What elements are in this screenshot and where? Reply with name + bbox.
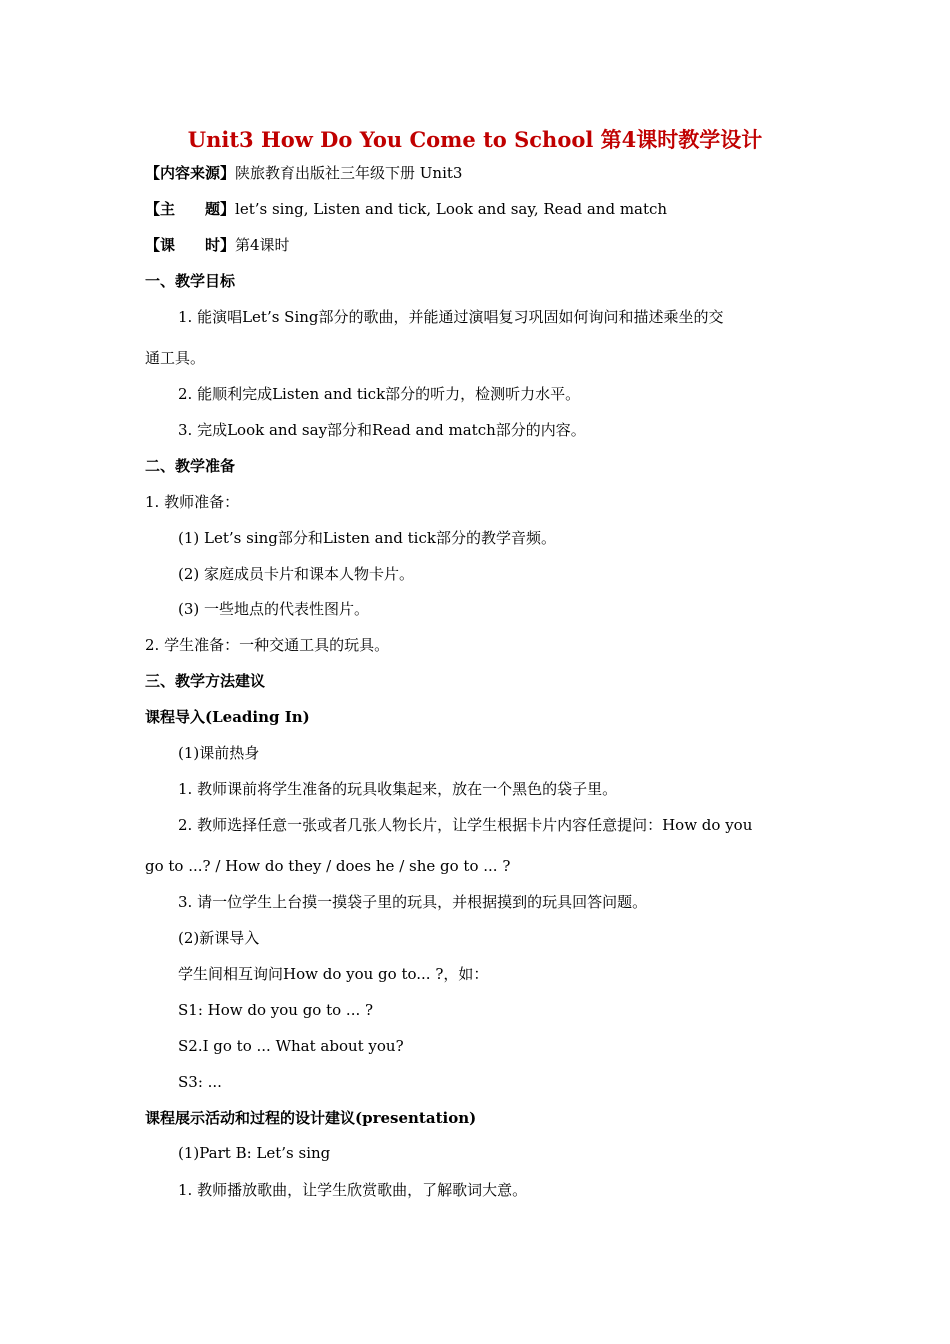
section-heading-method: 三、教学方法建议 — [145, 672, 266, 690]
partb-label: (1)Part B: Let’s sing — [178, 1144, 331, 1162]
section-heading-prep: 二、教学准备 — [145, 457, 236, 475]
goal-item-1a: 1. 能演唱Let’s Sing部分的歌曲，并能通过演唱复习巩固如何询问和描述乘坐的交 — [178, 308, 724, 326]
prep-teacher: 1. 教师准备： — [145, 493, 240, 511]
meta-source — [145, 163, 462, 183]
warmup-item-3: 3. 请一位学生上台摸一摸袋子里的玩具，并根据摸到的玩具回答问题。 — [178, 893, 648, 911]
warmup-label: (1)课前热身 — [178, 744, 260, 762]
meta-source-value: 陕旅教育出版社三年级下册 Unit3 — [235, 164, 463, 182]
goal-item-2: 2. 能顺利完成Listen and tick部分的听力，检测听力水平。 — [178, 385, 581, 403]
meta-period — [145, 235, 290, 255]
dialogue-s1: S1: How do you go to ... ? — [178, 1001, 374, 1019]
prep-student: 2. 学生准备：一种交通工具的玩具。 — [145, 636, 390, 654]
dialogue-s2: S2.I go to ... What about you? — [178, 1037, 404, 1055]
prep-teacher-item-1: (1) Let’s sing部分和Listen and tick部分的教学音频。 — [178, 529, 556, 547]
partb-item-1: 1. 教师播放歌曲，让学生欣赏歌曲，了解歌词大意。 — [178, 1181, 528, 1199]
meta-period-label: 【课 时】 — [145, 236, 236, 254]
warmup-item-1: 1. 教师课前将学生准备的玩具收集起来，放在一个黑色的袋子里。 — [178, 780, 618, 798]
newlesson-text: 学生间相互询问How do you go to... ?，如： — [178, 965, 489, 983]
document-title: Unit3 How Do You Come to School 第4课时教学设计 — [187, 127, 763, 152]
goal-item-1b: 通工具。 — [145, 349, 206, 367]
prep-teacher-item-2: (2) 家庭成员卡片和课本人物卡片。 — [178, 565, 415, 583]
warmup-item-2a: 2. 教师选择任意一张或者几张人物长片，让学生根据卡片内容任意提问：How do you — [178, 816, 753, 834]
meta-topic-value: let’s sing, Listen and tick, Look and say, Read and match — [235, 200, 668, 218]
meta-period-value: 第4课时 — [235, 236, 290, 254]
section-heading-goals: 一、教学目标 — [145, 272, 236, 290]
prep-teacher-item-3: (3) 一些地点的代表性图片。 — [178, 600, 370, 618]
dialogue-s3: S3: ... — [178, 1073, 222, 1091]
meta-topic-label: 【主 题】 — [145, 200, 236, 218]
meta-source-label: 【内容来源】 — [145, 164, 236, 182]
newlesson-label: (2)新课导入 — [178, 929, 260, 947]
subheading-leadin: 课程导入(Leading In) — [145, 708, 310, 726]
meta-topic — [145, 199, 667, 219]
warmup-item-2b: go to ...? / How do they / does he / she go to ... ? — [145, 857, 511, 875]
goal-item-3: 3. 完成Look and say部分和Read and match部分的内容。 — [178, 421, 586, 439]
subheading-presentation: 课程展示活动和过程的设计建议(presentation) — [145, 1109, 477, 1127]
